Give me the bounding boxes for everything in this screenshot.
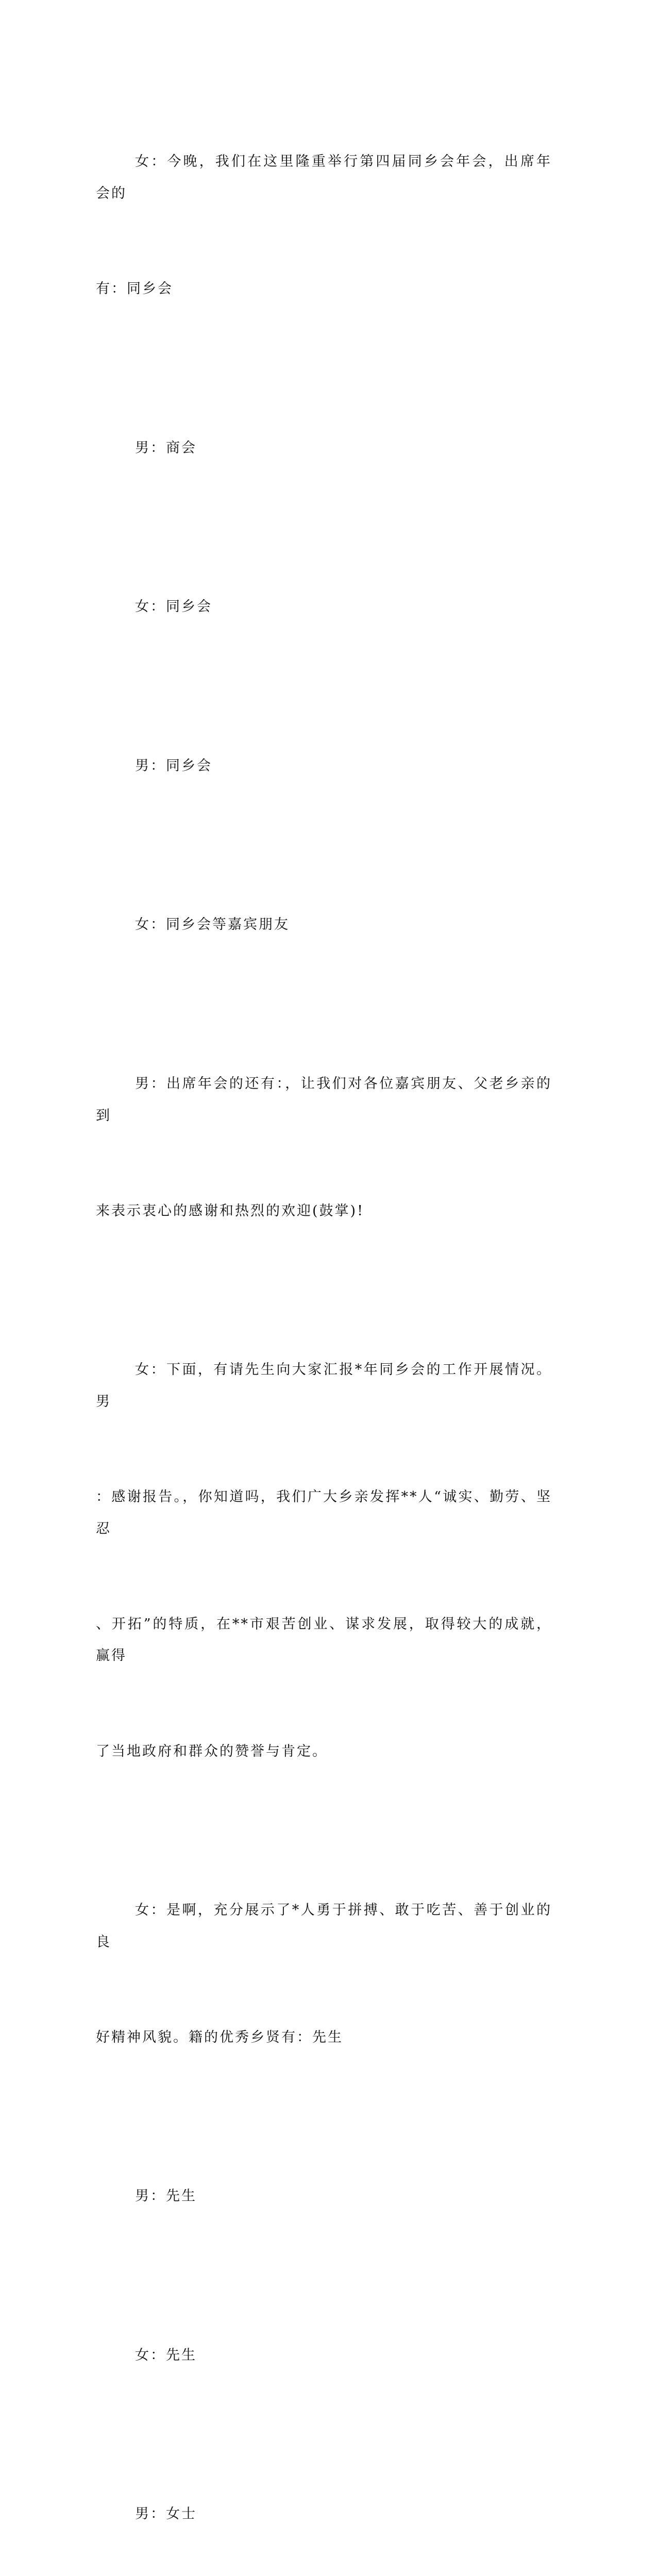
paragraph — [96, 1291, 552, 1831]
paragraph-line: 男：出席年会的还有：，让我们对各位嘉宾朋友、父老乡亲的到 — [96, 1075, 552, 1124]
paragraph-line: 来表示衷心的感谢和热烈的欢迎(鼓掌)! — [96, 1202, 364, 1219]
paragraph-line: ：感谢报告。，你知道吗，我们广大乡亲发挥**人“诚实、勤劳、坚忍 — [96, 1488, 552, 1537]
paragraph-line: 男：先生 — [135, 2188, 197, 2205]
paragraph-line: 女：下面，有请先生向大家汇报*年同乡会的工作开展情况。男 — [96, 1362, 552, 1410]
paragraph-line: 女：先生 — [135, 2347, 197, 2363]
document-body — [96, 82, 552, 2576]
paragraph — [96, 1004, 552, 1290]
paragraph — [96, 82, 552, 368]
paragraph — [96, 2276, 552, 2435]
paragraph — [96, 2435, 552, 2576]
paragraph — [96, 368, 552, 528]
paragraph-line: 、开拓”的特质，在**市艰苦创业、谋求发展，取得较大的成就，赢得 — [96, 1616, 552, 1664]
paragraph — [96, 2117, 552, 2276]
paragraph — [96, 845, 552, 1005]
paragraph-line: 男：女士 — [135, 2506, 197, 2522]
paragraph-line: 男：商会 — [135, 439, 197, 456]
paragraph-line: 女：同乡会 — [135, 599, 212, 615]
paragraph — [96, 528, 552, 687]
paragraph-line: 女：是啊，充分展示了*人勇于拼搏、敢于吃苦、善于创业的良 — [96, 1902, 552, 1950]
paragraph-line: 女：同乡会等嘉宾朋友 — [135, 917, 290, 933]
paragraph — [96, 1831, 552, 2117]
paragraph-line: 女：今晚，我们在这里隆重举行第四届同乡会年会，出席年会的 — [96, 154, 552, 202]
paragraph-line: 男：同乡会 — [135, 757, 212, 774]
paragraph-line: 有：同乡会 — [96, 281, 173, 297]
paragraph-line: 了当地政府和群众的赞誉与肯定。 — [96, 1743, 328, 1759]
paragraph-line: 好精神风貌。籍的优秀乡贤有：先生 — [96, 2029, 343, 2045]
paragraph — [96, 686, 552, 845]
